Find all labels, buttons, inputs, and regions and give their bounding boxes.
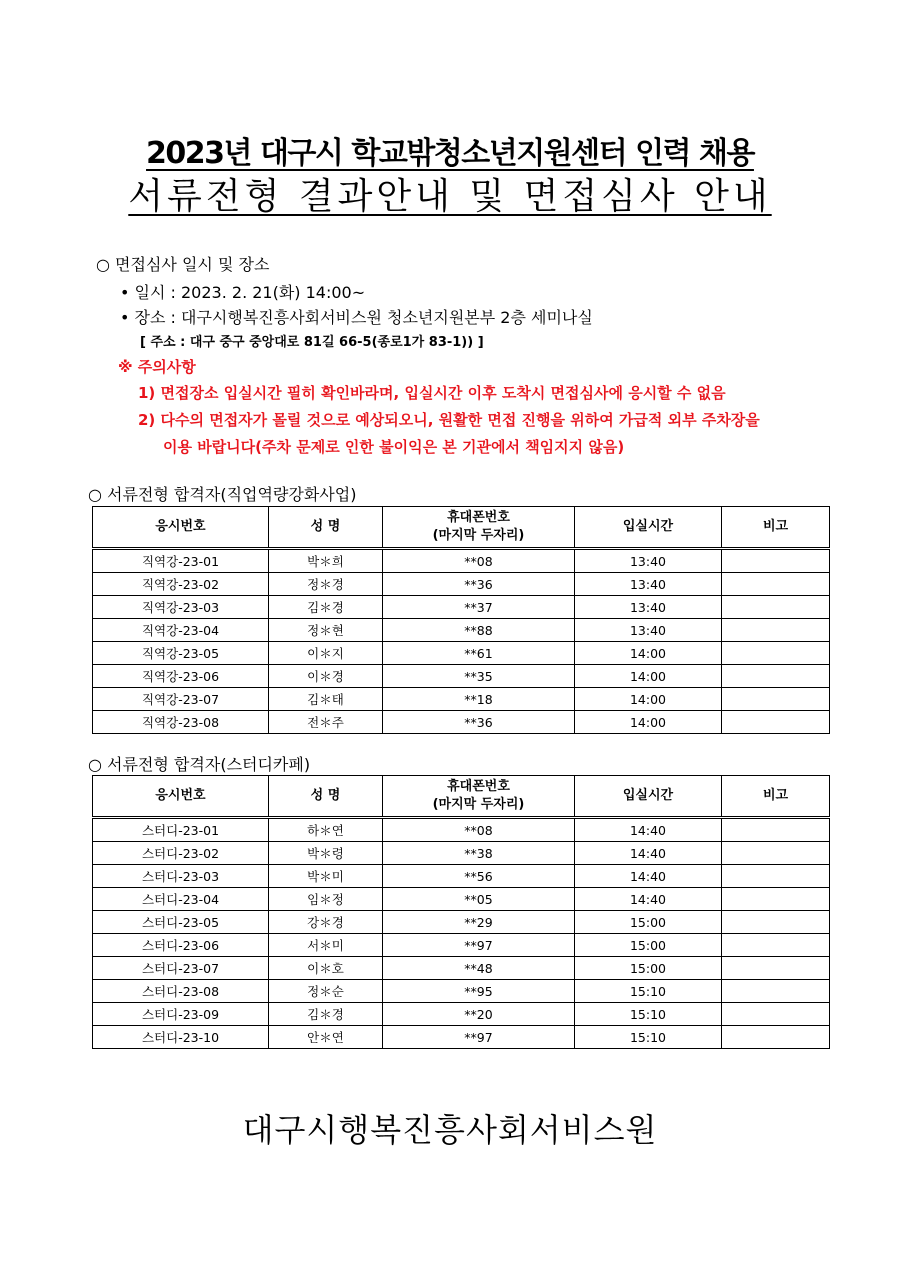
cell-name: 박＊미 (269, 865, 383, 888)
cell-no: 직역강-23-01 (93, 549, 269, 573)
cell-no: 스터디-23-06 (93, 934, 269, 957)
cell-no: 직역강-23-05 (93, 642, 269, 665)
table-row (93, 619, 830, 642)
cell-name: 이＊지 (269, 642, 383, 665)
header-name: 성 명 (269, 776, 383, 818)
organization-name: 대구시행복진흥사회서비스원 (242, 1111, 658, 1149)
header-time: 입실시간 (575, 776, 722, 818)
cell-note (722, 1003, 830, 1026)
table-row (93, 688, 830, 711)
cell-phone: **56 (383, 865, 575, 888)
cell-no: 스터디-23-07 (93, 957, 269, 980)
cell-time: 13:40 (575, 596, 722, 619)
table-row (93, 1003, 830, 1026)
cell-time: 15:00 (575, 957, 722, 980)
cell-name: 강＊경 (269, 911, 383, 934)
cell-no: 스터디-23-08 (93, 980, 269, 1003)
cell-note (722, 865, 830, 888)
cell-phone: **48 (383, 957, 575, 980)
cell-phone: **29 (383, 911, 575, 934)
cell-note (722, 642, 830, 665)
cell-name: 정＊순 (269, 980, 383, 1003)
cell-note (722, 619, 830, 642)
cell-time: 14:40 (575, 818, 722, 842)
cell-name: 정＊경 (269, 573, 383, 596)
interview-heading: ○ 면접심사 일시 및 장소 (96, 255, 270, 274)
cell-note (722, 596, 830, 619)
cell-phone: **36 (383, 573, 575, 596)
cell-phone: **18 (383, 688, 575, 711)
notice-1: 1) 면접장소 입실시간 필히 확인바라며, 입실시간 이후 도착시 면접심사에 응시할 수 없음 (138, 384, 726, 402)
cell-time: 13:40 (575, 573, 722, 596)
interview-address: [ 주소 : 대구 중구 중앙대로 81길 66-5(종로1가 83-1)) ] (140, 335, 484, 350)
applicants-table-2 (92, 775, 830, 1049)
cell-note (722, 665, 830, 688)
cell-note (722, 573, 830, 596)
cell-name: 전＊주 (269, 711, 383, 734)
cell-no: 스터디-23-02 (93, 842, 269, 865)
table-row (93, 865, 830, 888)
interview-datetime: • 일시 : 2023. 2. 21(화) 14:00~ (120, 283, 366, 302)
table-header-row (93, 776, 830, 818)
cell-time: 15:10 (575, 1003, 722, 1026)
cell-phone: **88 (383, 619, 575, 642)
cell-note (722, 934, 830, 957)
notice-heading: ※ 주의사항 (118, 358, 196, 376)
table-row (93, 665, 830, 688)
header-phone: 휴대폰번호 (마지막 두자리) (383, 507, 575, 549)
header-phone: 휴대폰번호 (마지막 두자리) (383, 776, 575, 818)
table-row (93, 957, 830, 980)
table-row (93, 818, 830, 842)
cell-no: 직역강-23-02 (93, 573, 269, 596)
cell-name: 박＊희 (269, 549, 383, 573)
cell-name: 김＊경 (269, 596, 383, 619)
cell-note (722, 688, 830, 711)
cell-time: 14:00 (575, 642, 722, 665)
table-row (93, 1026, 830, 1049)
table-row (93, 911, 830, 934)
notice-2b: 이용 바랍니다(주차 문제로 인한 불이익은 본 기관에서 책임지지 않음) (163, 438, 625, 456)
header-exam-no: 응시번호 (93, 776, 269, 818)
table1-heading: ○ 서류전형 합격자(직업역량강화사업) (88, 485, 357, 504)
cell-name: 이＊호 (269, 957, 383, 980)
cell-name: 김＊태 (269, 688, 383, 711)
cell-name: 이＊경 (269, 665, 383, 688)
cell-no: 직역강-23-03 (93, 596, 269, 619)
cell-time: 15:00 (575, 934, 722, 957)
table-row (93, 888, 830, 911)
cell-phone: **35 (383, 665, 575, 688)
cell-time: 14:00 (575, 688, 722, 711)
cell-note (722, 980, 830, 1003)
cell-name: 안＊연 (269, 1026, 383, 1049)
cell-note (722, 818, 830, 842)
header-exam-no: 응시번호 (93, 507, 269, 549)
table-row (93, 711, 830, 734)
cell-time: 14:00 (575, 711, 722, 734)
table-row (93, 549, 830, 573)
header-note: 비고 (722, 507, 830, 549)
cell-no: 직역강-23-04 (93, 619, 269, 642)
cell-note (722, 911, 830, 934)
cell-time: 14:40 (575, 865, 722, 888)
cell-no: 직역강-23-08 (93, 711, 269, 734)
cell-name: 서＊미 (269, 934, 383, 957)
cell-no: 스터디-23-03 (93, 865, 269, 888)
cell-phone: **38 (383, 842, 575, 865)
notice-2a: 2) 다수의 면접자가 몰릴 것으로 예상되오니, 원활한 면접 진행을 위하여 가급적 외부 주차장을 (138, 411, 760, 429)
cell-no: 직역강-23-06 (93, 665, 269, 688)
interview-place: • 장소 : 대구시행복진흥사회서비스원 청소년지원본부 2층 세미나실 (120, 308, 593, 327)
table-header-row (93, 507, 830, 549)
table-row (93, 596, 830, 619)
table-row (93, 842, 830, 865)
cell-time: 13:40 (575, 549, 722, 573)
cell-note (722, 957, 830, 980)
cell-note (722, 711, 830, 734)
cell-no: 스터디-23-10 (93, 1026, 269, 1049)
table-row (93, 642, 830, 665)
cell-time: 15:00 (575, 911, 722, 934)
cell-name: 박＊령 (269, 842, 383, 865)
cell-no: 스터디-23-05 (93, 911, 269, 934)
cell-name: 임＊정 (269, 888, 383, 911)
cell-note (722, 549, 830, 573)
cell-time: 14:40 (575, 842, 722, 865)
table-row (93, 934, 830, 957)
applicants-table-1 (92, 506, 830, 734)
cell-phone: **95 (383, 980, 575, 1003)
cell-note (722, 842, 830, 865)
document-subtitle: 서류전형 결과안내 및 면접심사 안내 (128, 176, 772, 217)
cell-phone: **37 (383, 596, 575, 619)
cell-phone: **36 (383, 711, 575, 734)
cell-time: 13:40 (575, 619, 722, 642)
cell-phone: **08 (383, 818, 575, 842)
table-row (93, 573, 830, 596)
cell-phone: **05 (383, 888, 575, 911)
cell-name: 정＊현 (269, 619, 383, 642)
header-note: 비고 (722, 776, 830, 818)
cell-no: 스터디-23-01 (93, 818, 269, 842)
cell-time: 15:10 (575, 1026, 722, 1049)
cell-phone: **08 (383, 549, 575, 573)
header-name: 성 명 (269, 507, 383, 549)
cell-name: 하＊연 (269, 818, 383, 842)
table-row (93, 980, 830, 1003)
cell-time: 14:00 (575, 665, 722, 688)
cell-phone: **97 (383, 934, 575, 957)
cell-note (722, 1026, 830, 1049)
cell-name: 김＊경 (269, 1003, 383, 1026)
cell-time: 14:40 (575, 888, 722, 911)
cell-no: 직역강-23-07 (93, 688, 269, 711)
cell-phone: **61 (383, 642, 575, 665)
cell-phone: **20 (383, 1003, 575, 1026)
cell-phone: **97 (383, 1026, 575, 1049)
cell-note (722, 888, 830, 911)
document-title: 2023년 대구시 학교밖청소년지원센터 인력 채용 (146, 136, 754, 171)
cell-no: 스터디-23-04 (93, 888, 269, 911)
table2-heading: ○ 서류전형 합격자(스터디카페) (88, 755, 311, 774)
header-time: 입실시간 (575, 507, 722, 549)
cell-no: 스터디-23-09 (93, 1003, 269, 1026)
cell-time: 15:10 (575, 980, 722, 1003)
